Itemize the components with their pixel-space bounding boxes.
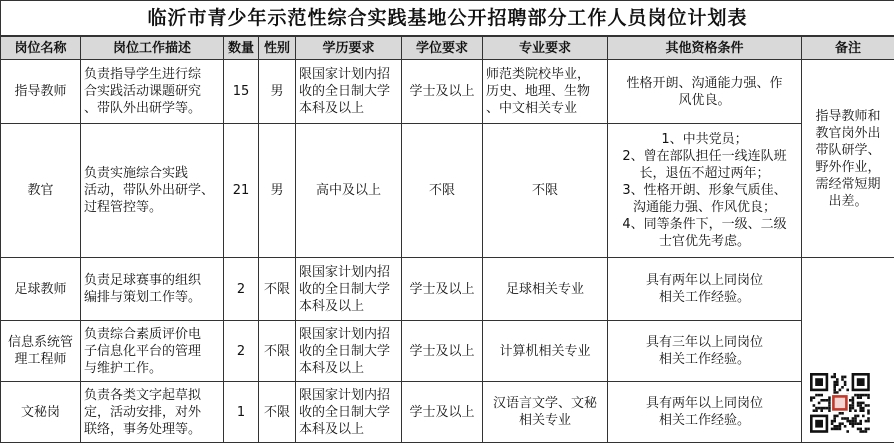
gender-requirement: 男 [259, 60, 296, 124]
education-requirement [296, 321, 402, 382]
description-line: 负责足球赛事的组织 [84, 272, 220, 289]
header-education: 学历要求 [296, 36, 402, 60]
education-line: 高中及以上 [299, 182, 398, 199]
education-line: 本科及以上 [299, 360, 398, 377]
major-line: 足球相关专业 [486, 281, 604, 298]
major-requirement [483, 60, 608, 124]
education-line: 收的全日制大学 [299, 404, 398, 421]
description-line: 负责各类文字起草拟 [84, 387, 220, 404]
degree-requirement: 学士及以上 [402, 382, 483, 443]
job-description [81, 258, 224, 321]
education-line: 收的全日制大学 [299, 83, 398, 100]
job-description [81, 60, 224, 124]
degree-requirement: 不限 [402, 124, 483, 258]
other-qualifications [608, 382, 802, 443]
education-line: 本科及以上 [299, 421, 398, 438]
major-requirement [483, 258, 608, 321]
gender-requirement: 不限 [259, 321, 296, 382]
position-name: 指导教师 [1, 60, 81, 124]
major-line: 师范类院校毕业， [486, 66, 604, 83]
description-line: 负责实施综合实践 [84, 165, 220, 182]
major-line: 计算机相关专业 [486, 343, 604, 360]
qualification-line: 性格开朗、沟通能力强、作 [611, 75, 798, 92]
other-qualifications [608, 124, 802, 258]
qualification-line: 风优良。 [611, 92, 798, 109]
gender-requirement: 不限 [259, 258, 296, 321]
description-line: 子信息化平台的管理 [84, 343, 220, 360]
table-row [1, 382, 894, 443]
qualification-line: 2、曾在部队担任一线连队班 [611, 148, 798, 165]
gender-requirement: 不限 [259, 382, 296, 443]
education-line: 限国家计划内招 [299, 264, 398, 281]
job-description [81, 382, 224, 443]
position-count: 1 [224, 382, 259, 443]
remarks-note [802, 60, 894, 258]
education-line: 收的全日制大学 [299, 343, 398, 360]
table-title: 临沂市青少年示范性综合实践基地公开招聘部分工作人员岗位计划表 [1, 1, 894, 37]
qualification-line: 3、性格开朗、形象气质佳、 [611, 182, 798, 199]
other-qualifications [608, 258, 802, 321]
qualification-line: 士官优先考虑。 [611, 233, 798, 250]
major-line: 不限 [486, 182, 604, 199]
header-degree: 学位要求 [402, 36, 483, 60]
note-line: 野外作业， [808, 159, 888, 176]
qualification-line: 1、中共党员； [611, 131, 798, 148]
education-line: 限国家计划内招 [299, 326, 398, 343]
education-requirement [296, 60, 402, 124]
description-line: 负责指导学生进行综 [84, 66, 220, 83]
qr-code-graphic [807, 371, 889, 435]
table-row [1, 60, 894, 124]
description-line: 合实践活动课题研究 [84, 83, 220, 100]
gender-requirement: 男 [259, 124, 296, 258]
description-line: 负责综合素质评价电 [84, 326, 220, 343]
qualification-line: 长，退伍不超过两年； [611, 165, 798, 182]
qr-code [807, 371, 889, 435]
position-count: 2 [224, 258, 259, 321]
education-requirement [296, 258, 402, 321]
description-line: 、带队外出研学等。 [84, 100, 220, 117]
degree-requirement: 学士及以上 [402, 60, 483, 124]
major-line: 历史、地理、生物 [486, 83, 604, 100]
education-line: 本科及以上 [299, 298, 398, 315]
major-line: 汉语言文学、文秘 [486, 395, 604, 412]
note-line: 出差。 [808, 193, 888, 210]
major-requirement [483, 382, 608, 443]
qualification-line: 沟通能力强、作风优良； [611, 199, 798, 216]
note-line: 带队研学、 [808, 142, 888, 159]
table-row [1, 124, 894, 258]
description-line: 与维护工作。 [84, 360, 220, 377]
education-line: 限国家计划内招 [299, 66, 398, 83]
description-line: 编排与策划工作等。 [84, 289, 220, 306]
position-count: 15 [224, 60, 259, 124]
major-requirement [483, 321, 608, 382]
header-major: 专业要求 [483, 36, 608, 60]
description-line: 定，活动安排，对外 [84, 404, 220, 421]
other-qualifications [608, 321, 802, 382]
qualification-line: 具有两年以上同岗位 [611, 395, 798, 412]
description-line: 过程管控等。 [84, 199, 220, 216]
qualification-line: 相关工作经验。 [611, 412, 798, 429]
qualification-line: 4、同等条件下，一级、二级 [611, 216, 798, 233]
header-remarks: 备注 [802, 36, 894, 60]
education-line: 限国家计划内招 [299, 387, 398, 404]
header-count: 数量 [224, 36, 259, 60]
header-job-description: 岗位工作描述 [81, 36, 224, 60]
note-line: 需经常短期 [808, 176, 888, 193]
education-requirement [296, 124, 402, 258]
qr-code-cell [802, 258, 894, 443]
position-name: 文秘岗 [1, 382, 81, 443]
education-requirement [296, 382, 402, 443]
education-line: 收的全日制大学 [299, 281, 398, 298]
qualification-line: 具有两年以上同岗位 [611, 272, 798, 289]
qualification-line: 具有三年以上同岗位 [611, 334, 798, 351]
position-name: 教官 [1, 124, 81, 258]
major-line: 、中文相关专业 [486, 100, 604, 117]
degree-requirement: 学士及以上 [402, 321, 483, 382]
note-line: 教官岗外出 [808, 125, 888, 142]
degree-requirement: 学士及以上 [402, 258, 483, 321]
job-description [81, 124, 224, 258]
table-row [1, 321, 894, 382]
job-description [81, 321, 224, 382]
table-row [1, 258, 894, 321]
description-line: 活动，带队外出研学、 [84, 182, 220, 199]
major-line: 相关专业 [486, 412, 604, 429]
header-gender: 性别 [259, 36, 296, 60]
position-count: 21 [224, 124, 259, 258]
header-other-qualifications: 其他资格条件 [608, 36, 802, 60]
other-qualifications [608, 60, 802, 124]
position-name: 信息系统管理工程师 [1, 321, 81, 382]
position-name: 足球教师 [1, 258, 81, 321]
note-line: 指导教师和 [808, 108, 888, 125]
major-requirement [483, 124, 608, 258]
position-count: 2 [224, 321, 259, 382]
header-row [1, 36, 894, 60]
qualification-line: 相关工作经验。 [611, 289, 798, 306]
header-position-name: 岗位名称 [1, 36, 81, 60]
qualification-line: 相关工作经验。 [611, 351, 798, 368]
description-line: 联络，事务处理等。 [84, 421, 220, 438]
education-line: 本科及以上 [299, 100, 398, 117]
